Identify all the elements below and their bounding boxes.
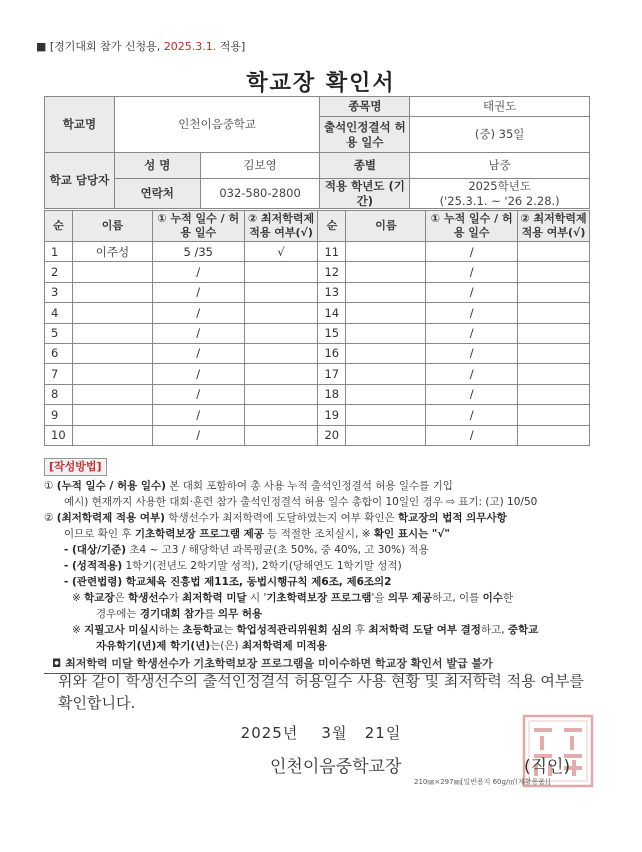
header-days: ① 누적 일수 / 허용 일수 xyxy=(426,211,518,242)
year-label: 적용 학년도 (기간) xyxy=(320,179,410,209)
warning-icon: ◘ xyxy=(52,657,66,670)
info-table xyxy=(44,96,590,209)
year-period: ('25.3.1. ~ '26 2.28.) xyxy=(439,193,560,208)
contact-label: 연락처 xyxy=(114,179,200,209)
paper-spec: 210㎜×297㎜[일반용지 60g/㎡(재활용품)] xyxy=(414,778,551,786)
instruction-line: - (관련법령) 학교체육 진흥법 제11조, 동법시행규칙 제6조, 제6조의2 xyxy=(64,576,392,588)
table-row: 3 / 13 / xyxy=(45,282,590,302)
school-label: 학교명 xyxy=(45,97,115,153)
header-min-grade: ② 최저학력제 적용 여부(√) xyxy=(244,211,318,242)
category-value: 남중 xyxy=(410,153,590,179)
category-label: 종별 xyxy=(320,153,410,179)
instruction-line: - (성적적용) 1학기(전년도 2학기말 성적), 2학기(당해연도 1학기말 성적) xyxy=(64,560,402,572)
seal-position-label: (직인) xyxy=(524,757,571,777)
instruction-line: ② (최저학력제 적용 여부) 학생선수가 최저학력에 도달하였는지 여부 확인은 학교장의 법적 의무사항 xyxy=(44,512,507,524)
table-row: 4 / 14 / xyxy=(45,303,590,323)
principal-name: 인천이음중학교장 xyxy=(270,757,402,777)
form-version-note: ■ [경기대회 참가 신청용, 2025.3.1. 적용] xyxy=(36,40,246,53)
instruction-line: 이므로 확인 후 기초학력보장 프로그램 제공 등 적절한 조치실시, ※ 확인 표시는 "√" xyxy=(64,528,450,540)
header-name: 이름 xyxy=(72,211,152,242)
year-value xyxy=(410,179,590,209)
effective-date: 2025.3.1. xyxy=(163,40,217,53)
header-days: ① 누적 일수 / 허용 일수 xyxy=(152,211,244,242)
table-row: 7 / 17 / xyxy=(45,364,590,384)
name-label: 성 명 xyxy=(114,153,200,179)
issue-date: 2025년 3월 21일 xyxy=(240,724,402,742)
instruction-line: - (대상/기준) 초4 ~ 고3 / 해당학년 과목평균(초 50%, 중 40%, 고 30%) 적용 xyxy=(64,544,429,556)
header-min-grade: ② 최저학력제 적용 여부(√) xyxy=(518,211,590,242)
allowed-days-value: (중) 35일 xyxy=(410,117,590,153)
table-row: 1 이주성 5 /35 √ 11 / xyxy=(45,242,590,262)
header-name: 이름 xyxy=(346,211,426,242)
header-no: 순 xyxy=(318,211,346,242)
staff-label: 학교 담당자 xyxy=(45,153,115,209)
instructions-header: [작성방법] xyxy=(44,458,107,476)
document-title: 학교장 확인서 xyxy=(246,71,396,96)
instruction-line: ① (누적 일수 / 허용 일수) 본 대회 포함하여 총 사용 누적 출석인정결석 허용 일수를 기입 xyxy=(44,480,453,492)
allowed-days-label: 출석인정결석 허용 일수 xyxy=(320,117,410,153)
header-no: 순 xyxy=(45,211,73,242)
instruction-line: 경우에는 경기대회 참가를 의무 허용 xyxy=(96,608,263,620)
table-row: 6 / 16 / xyxy=(45,343,590,363)
sport-label: 종목명 xyxy=(320,97,410,117)
table-row: 10 / 20 / xyxy=(45,425,590,445)
school-name: 인천이음중학교 xyxy=(114,97,320,153)
sport-value: 태권도 xyxy=(410,97,590,117)
instructions-section xyxy=(44,458,604,674)
instruction-line: 예시) 현재까지 사용한 대회·훈련 참가 출석인정결석 허용 일수 총합이 10일인 경우 ⇨ 표기: (고) 10/50 xyxy=(64,496,538,508)
instruction-line: 자유학기(년)제 학기(년)는(은) 최저학력제 미적용 xyxy=(96,640,327,652)
roster-table xyxy=(44,210,590,446)
table-row: 8 / 18 / xyxy=(45,384,590,404)
contact-value: 032-580-2800 xyxy=(200,179,320,209)
issuance-warning: ◘ 최저학력 미달 학생선수가 기초학력보장 프로그램을 미이수하면 학교장 확인서 발급 불가 xyxy=(44,656,493,674)
school-year: 2025학년도 xyxy=(468,179,531,194)
table-row: 2 / 12 / xyxy=(45,262,590,282)
table-row: 9 / 19 / xyxy=(45,405,590,425)
confirmation-statement: 위와 같이 학생선수의 출석인정결석 허용일수 사용 현황 및 최저학력 적용 여부를 확인합니다. xyxy=(58,672,584,712)
staff-name: 김보영 xyxy=(200,153,320,179)
instruction-line: ※ 학교장은 학생선수가 최저학력 미달 시 '기초학력보장 프로그램'을 의무 제공하고, 이를 이수한 xyxy=(72,592,514,604)
instruction-line: ※ 지필고사 미실시하는 초등학교는 학업성적관리위원회 심의 후 최저학력 도달 여부 결정하고, 중학교 xyxy=(72,624,539,636)
table-row: 5 / 15 / xyxy=(45,323,590,343)
